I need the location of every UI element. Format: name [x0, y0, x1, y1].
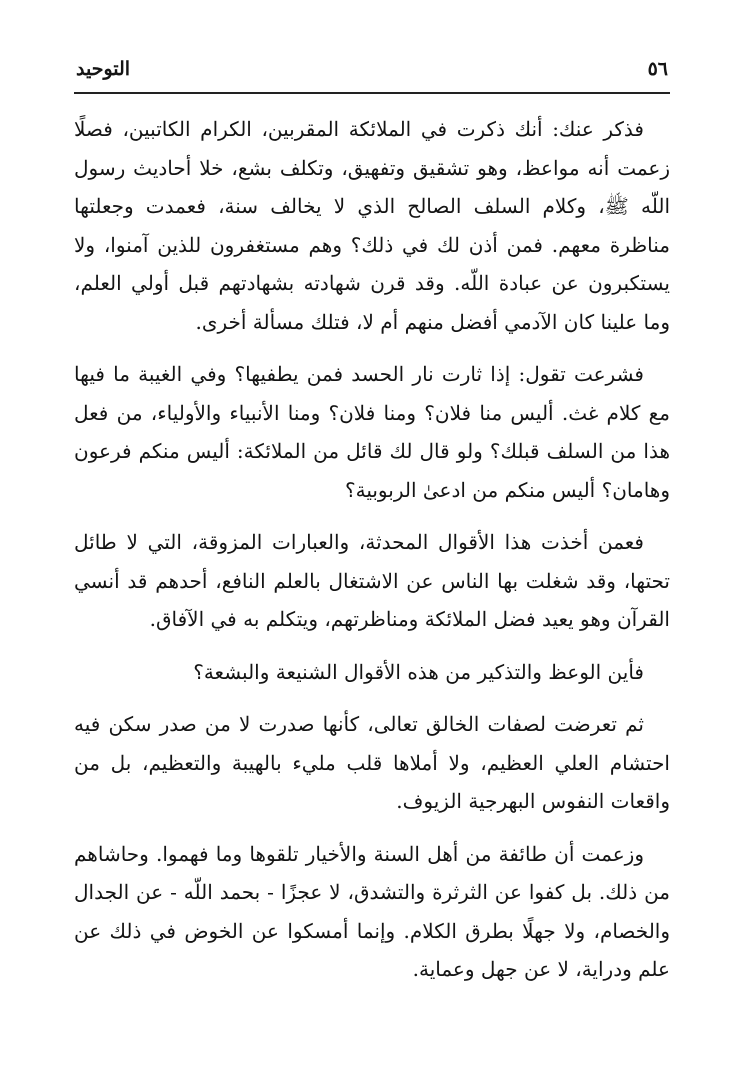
running-title: التوحيد [76, 58, 131, 80]
paragraph: فذكر عنك: أنك ذكرت في الملائكة المقربين، الكرام الكاتبين، فصلًا زعمت أنه مواعظ، وهو تشقيق وتفهيق، وتكلف بشع، خلا أحاديث رسول اللّه ﷺ، وكلام السلف الصالح الذي لا يخالف سنة، فعمدت وجعلتها مناظرة معهم. فمن أذن لك في ذلك؟ وهم مستغفرون للذين آمنوا، ولا يستكبرون عن عبادة اللّه. وقد قرن شهادته بشهادتهم قبل أولي العلم، وما علينا كان الآدمي أفضل منهم أم لا، فتلك مسألة أخرى. [74, 117, 670, 334]
paragraph: فعمن أخذت هذا الأقوال المحدثة، والعبارات المزوقة، التي لا طائل تحتها، وقد شغلت بها الناس عن الاشتغال بالعلم النافع، أحدهم قد أنسي القرآن وهو يعيد فضل الملائكة ومناظرتهم، ويتكلم به في الآفاق. [74, 530, 670, 631]
body-text [74, 110, 670, 1003]
page-number: ٥٦ [647, 58, 668, 80]
paragraph: فشرعت تقول: إذا ثارت نار الحسد فمن يطفيها؟ وفي الغيبة ما فيها مع كلام غث. أليس منا فلان؟ ومنا فلان؟ ومنا الأنبياء والأولياء، من فعل هذا من السلف قبلك؟ ولو قال لك قائل من الملائكة: أليس منكم فرعون وهامان؟ أليس منكم من ادعىٰ الربوبية؟ [74, 362, 670, 502]
header-divider [74, 92, 670, 94]
paragraph: فأين الوعظ والتذكير من هذه الأقوال الشنيعة والبشعة؟ [193, 659, 644, 684]
page-header [76, 56, 668, 86]
paragraph: ثم تعرضت لصفات الخالق تعالى، كأنها صدرت لا من صدر سكن فيه احتشام العلي العظيم، ولا أملاها قلب مليء بالهيبة والتعظيم، بل من واقعات النفوس البهرجية الزيوف. [74, 712, 670, 813]
paragraph: وزعمت أن طائفة من أهل السنة والأخيار تلقوها وما فهموا. وحاشاهم من ذلك. بل كفوا عن الثرثرة والتشدق، لا عجزًا - بحمد اللّه - عن الجدال والخصام، ولا جهلًا بطرق الكلام. وإنما أمسكوا عن الخوض في ذلك عن علم ودراية، لا عن جهل وعماية. [74, 841, 670, 981]
